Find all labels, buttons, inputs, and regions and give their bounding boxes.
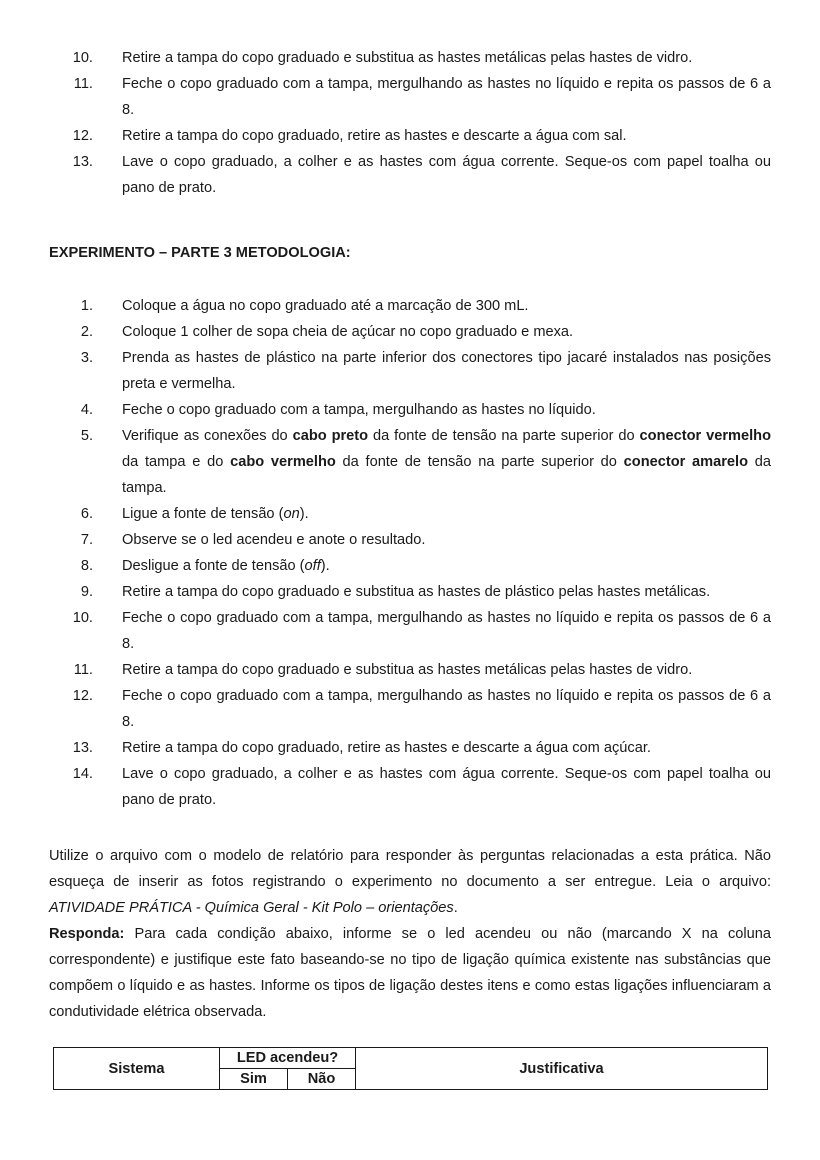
- step-text: Lave o copo graduado, a colher e as hastes com água corrente. Seque-os com papel toalha ou pano de prato.: [122, 154, 771, 196]
- step-text-run: da fonte de tensão na parte superior do: [368, 428, 640, 444]
- header-led: LED acendeu?: [220, 1048, 356, 1069]
- instructions-text-end: .: [453, 900, 458, 916]
- step-number: 7.: [80, 532, 93, 548]
- section-heading: EXPERIMENTO – PARTE 3 METODOLOGIA:: [49, 245, 351, 261]
- list-item: [0, 527, 820, 553]
- step-number: 12.: [72, 128, 93, 144]
- step-text: [122, 423, 771, 501]
- cable-red-label: cabo vermelho: [230, 454, 336, 470]
- list-item: [0, 123, 820, 149]
- step-text: Coloque 1 colher de sopa cheia de açúcar no copo graduado e mexa.: [122, 324, 574, 340]
- list-item: [0, 605, 820, 657]
- respond-text: Para cada condição abaixo, informe se o led acendeu ou não (marcando X na coluna correspondente) e justifique este fato baseando-se no tipo de ligação química existente nas substâncias que compõem o líquido e as hastes. Informe os tipos de ligação destes itens e como estas ligações influenciaram a condutividade elétrica observada.: [49, 926, 771, 1020]
- step-number: 8.: [80, 558, 93, 574]
- step-text-run: Verifique as conexões do: [122, 428, 293, 444]
- file-name: ATIVIDADE PRÁTICA - Química Geral - Kit Polo – orientações: [49, 900, 454, 916]
- step-text-run: ).: [299, 506, 309, 522]
- step-text: Retire a tampa do copo graduado e substitua as hastes metálicas pelas hastes de vidro.: [122, 50, 693, 66]
- respond-label: Responda:: [49, 926, 125, 942]
- list-item: [0, 45, 820, 71]
- step-number: 10.: [72, 610, 93, 626]
- step-text-run: da fonte de tensão na parte superior do: [335, 454, 624, 470]
- step-text: Retire a tampa do copo graduado e substitua as hastes de plástico pelas hastes metálicas.: [122, 584, 711, 600]
- step-number: 11.: [73, 76, 93, 92]
- step-text: Retire a tampa do copo graduado, retire as hastes e descarte a água com sal.: [122, 128, 627, 144]
- list-item: [0, 293, 820, 319]
- step-text: Feche o copo graduado com a tampa, mergulhando as hastes no líquido.: [122, 402, 596, 418]
- list-item: [0, 501, 820, 527]
- step-text: Observe se o led acendeu e anote o resultado.: [122, 532, 426, 548]
- instructions-text: Utilize o arquivo com o modelo de relatório para responder às perguntas relacionadas a esta prática. Não esqueça de inserir as fotos registrando o experimento no documento a ser entregue. Leia o arquivo:: [49, 848, 771, 890]
- step-text-run: ).: [320, 558, 330, 574]
- list-item: [0, 345, 820, 397]
- step-text: Retire a tampa do copo graduado, retire as hastes e descarte a água com açúcar.: [122, 740, 651, 756]
- respond-paragraph: [49, 921, 771, 1025]
- list-item: [0, 71, 820, 123]
- step-text-run: Ligue a fonte de tensão (: [122, 506, 284, 522]
- step-number: 12.: [72, 688, 93, 704]
- step-text: Coloque a água no copo graduado até a marcação de 300 mL.: [122, 298, 529, 314]
- step-number: 1.: [80, 298, 93, 314]
- step-text: [122, 501, 771, 527]
- step-number: 10.: [72, 50, 93, 66]
- part2-steps-list: [0, 45, 820, 201]
- step-number: 13.: [72, 154, 93, 170]
- list-item: [0, 397, 820, 423]
- step-number: 9.: [80, 584, 93, 600]
- list-item: [0, 735, 820, 761]
- step-text: Lave o copo graduado, a colher e as hastes com água corrente. Seque-os com papel toalha ou pano de prato.: [122, 766, 771, 808]
- step-text-run: da tampa.: [122, 454, 772, 496]
- results-table: [53, 1047, 768, 1090]
- on-label: on: [283, 506, 300, 522]
- header-justification: Justificativa: [356, 1048, 768, 1090]
- step-text: Prenda as hastes de plástico na parte inferior dos conectores tipo jacaré instalados nas posições preta e vermelha.: [122, 350, 771, 392]
- list-item: [0, 319, 820, 345]
- list-item: [0, 553, 820, 579]
- step-text: Retire a tampa do copo graduado e substitua as hastes metálicas pelas hastes de vidro.: [122, 662, 693, 678]
- step-text-run: Desligue a fonte de tensão (: [122, 558, 305, 574]
- step-text: Feche o copo graduado com a tampa, mergulhando as hastes no líquido e repita os passos de 6 a 8.: [122, 688, 771, 730]
- step-number: 6.: [80, 506, 93, 522]
- list-item: [0, 579, 820, 605]
- connector-red-label: conector vermelho: [639, 428, 771, 444]
- table-header-row: [54, 1048, 768, 1069]
- step-text: [122, 553, 771, 579]
- step-number: 11.: [73, 662, 93, 678]
- step-number: 3.: [80, 350, 93, 366]
- header-yes: Sim: [220, 1069, 288, 1090]
- list-item: [0, 423, 820, 501]
- instructions-paragraph: [49, 843, 771, 921]
- step-text-run: da tampa e do: [122, 454, 231, 470]
- step-number: 5.: [80, 428, 93, 444]
- off-label: off: [304, 558, 321, 574]
- list-item: [0, 761, 820, 813]
- header-no: Não: [288, 1069, 356, 1090]
- part3-steps-list: [0, 293, 820, 813]
- list-item: [0, 657, 820, 683]
- header-system: Sistema: [54, 1048, 220, 1090]
- step-number: 2.: [80, 324, 93, 340]
- step-number: 13.: [72, 740, 93, 756]
- step-number: 4.: [80, 402, 93, 418]
- list-item: [0, 683, 820, 735]
- step-text: Feche o copo graduado com a tampa, mergulhando as hastes no líquido e repita os passos de 6 a 8.: [122, 76, 771, 118]
- cable-black-label: cabo preto: [292, 428, 369, 444]
- connector-yellow-label: conector amarelo: [623, 454, 749, 470]
- step-text: Feche o copo graduado com a tampa, mergulhando as hastes no líquido e repita os passos de 6 a 8.: [122, 610, 771, 652]
- list-item: [0, 149, 820, 201]
- step-number: 14.: [72, 766, 93, 782]
